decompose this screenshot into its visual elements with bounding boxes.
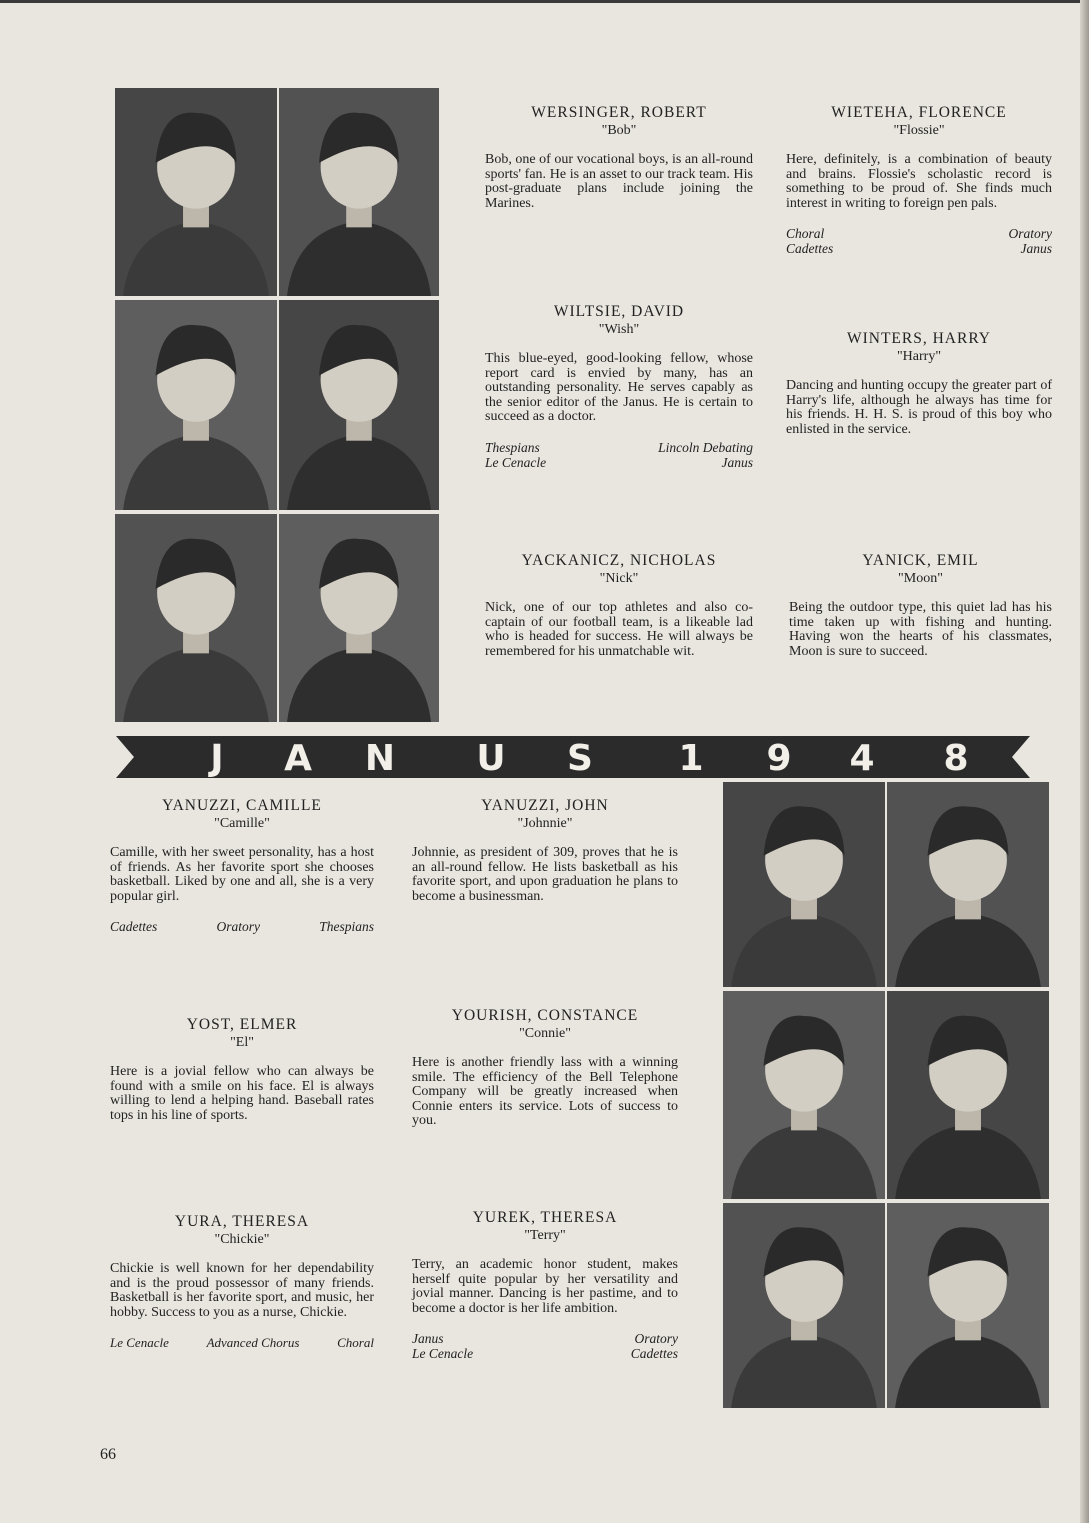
student-name: YOURISH, CONSTANCE [451, 1007, 639, 1024]
portrait-drawing [115, 300, 277, 510]
activity: Choral [337, 1335, 374, 1350]
activity: Le Cenacle [110, 1335, 169, 1350]
student-bio: Terry, an academic honor student, makes herself quite popular by her versatility and jovial manner. Dancing is her pastime, and to become a doctor is her life ambition. [412, 1257, 678, 1316]
student-name: WILTSIE, DAVID [553, 303, 685, 320]
banner-letter: N [364, 738, 396, 779]
student-name: YANICK, EMIL [862, 552, 979, 569]
student-name: WINTERS, HARRY [846, 330, 992, 347]
portrait-drawing [723, 782, 885, 987]
activity: Choral [786, 226, 825, 241]
portrait-drawing [279, 514, 439, 722]
student-bio: Being the outdoor type, this quiet lad has his time taken up with fishing and hunting. Having won the hearts of his classmates, Moon is sure to succeed. [789, 600, 1052, 659]
banner-digit: 8 [943, 738, 969, 779]
banner-letter: U [476, 738, 506, 779]
student-nickname: "Terry" [524, 1228, 566, 1243]
portrait-drawing [723, 991, 885, 1199]
portrait-wieteha-florence [279, 88, 439, 296]
activity: Advanced Chorus [206, 1335, 300, 1350]
activities-list [110, 919, 374, 934]
activities-list [786, 226, 1052, 256]
banner-letter: A [284, 738, 312, 779]
student-nickname: "Flossie" [893, 123, 945, 138]
portrait-yura-theresa [723, 1203, 885, 1408]
entry-wiltsie [485, 303, 753, 470]
portrait-drawing [279, 300, 439, 510]
portrait-yanuzzi-camille [723, 782, 885, 987]
page-top-rule [0, 0, 1089, 3]
student-nickname: "Wish" [598, 322, 640, 337]
portrait-wiltsie-david [115, 300, 277, 510]
activity: Thespians [485, 439, 540, 455]
entry-yanuzzi-camille [110, 797, 374, 934]
banner-digit: 1 [678, 738, 704, 779]
student-name: YOST, ELMER [186, 1016, 298, 1033]
page-number: 66 [100, 1446, 116, 1463]
portrait-yurek-theresa [887, 1203, 1049, 1408]
portrait-drawing [887, 782, 1049, 987]
portrait-yost-elmer [723, 991, 885, 1199]
student-name: YANUZZI, JOHN [481, 797, 609, 814]
activity: Oratory [634, 1331, 678, 1346]
activity: Cadettes [110, 919, 158, 934]
banner-digit: 4 [849, 738, 875, 779]
activity: Janus [412, 1331, 444, 1346]
student-bio: Here is a jovial fellow who can always be found with a smile on his face. El is always willing to lend a helping hand. Baseball rates tops in his line of sports. [110, 1064, 374, 1123]
activities-list [110, 1335, 374, 1350]
entry-winters [786, 330, 1052, 437]
entry-yost [110, 1016, 374, 1123]
activity: Le Cenacle [412, 1346, 474, 1361]
entry-yackanicz [485, 552, 753, 659]
student-nickname: "Chickie" [214, 1232, 270, 1247]
entry-yura [110, 1213, 374, 1350]
banner-digit: 9 [766, 738, 792, 779]
banner-letter: S [567, 738, 593, 779]
portrait-yourish-constance [887, 991, 1049, 1199]
portrait-wersinger-robert [115, 88, 277, 296]
entry-wersinger [485, 104, 753, 211]
student-name: YURA, THERESA [174, 1213, 310, 1230]
student-bio: Camille, with her sweet personality, has a host of friends. As her favorite sport she chooses basketball. Liked by one and all, she is a very popular girl. [110, 845, 374, 904]
portrait-drawing [115, 514, 277, 722]
student-name: YACKANICZ, NICHOLAS [521, 552, 717, 569]
student-bio: Chickie is well known for her dependability and is the proud possessor of many friends. Basketball is her favorite sport, and music, her hobby. Success to you as a nurse, Chickie. [110, 1261, 374, 1320]
activity: Janus [1020, 241, 1052, 256]
entry-yanick [789, 552, 1052, 659]
entry-wieteha [786, 104, 1052, 256]
portrait-yanick-emil [279, 514, 439, 722]
student-nickname: "Moon" [898, 571, 943, 586]
activity: Oratory [1008, 226, 1052, 241]
janus-1948-banner [116, 732, 1044, 782]
student-name: WERSINGER, ROBERT [531, 104, 707, 121]
portrait-drawing [279, 88, 439, 296]
student-nickname: "Connie" [519, 1026, 571, 1041]
portrait-drawing [115, 88, 277, 296]
entry-yurek [412, 1209, 678, 1361]
portrait-drawing [887, 1203, 1049, 1408]
student-bio: Nick, one of our top athletes and also co-captain of our football team, is a likeable lad who is headed for success. He will always be remembered for his unmatchable wit. [485, 600, 753, 659]
student-bio: Here is another friendly lass with a winning smile. The efficiency of the Bell Telephone Company will be greatly increased when Connie enters its service. Lots of success to you. [412, 1055, 678, 1128]
activity: Cadettes [786, 241, 834, 256]
activity: Janus [721, 454, 753, 470]
activity: Cadettes [630, 1346, 678, 1361]
student-nickname: "Johnnie" [517, 816, 573, 831]
student-bio: Here, definitely, is a combination of beauty and brains. Flossie's scholastic record is something to be proud of. She finds much interest in writing to foreign pen pals. [786, 152, 1052, 211]
student-name: YANUZZI, CAMILLE [162, 797, 322, 814]
portrait-winters-harry [279, 300, 439, 510]
student-name: YUREK, THERESA [472, 1209, 618, 1226]
activity: Oratory [216, 919, 260, 934]
portrait-yackanicz-nicholas [115, 514, 277, 722]
activities-list [412, 1331, 678, 1361]
banner-letter: J [210, 738, 224, 779]
student-bio: Dancing and hunting occupy the greater part of Harry's life, although he always has time for his friends. H. H. S. is proud of this boy who enlisted in the service. [786, 378, 1052, 437]
student-bio: Johnnie, as president of 309, proves that he is an all-round fellow. He lists basketball as his favorite sport, and upon graduation he plans to become a businessman. [412, 845, 678, 904]
activity: Thespians [319, 919, 374, 934]
portrait-drawing [723, 1203, 885, 1408]
student-nickname: "Bob" [601, 123, 637, 138]
student-nickname: "El" [230, 1035, 254, 1050]
student-name: WIETEHA, FLORENCE [831, 104, 1007, 121]
page-binding-edge [1080, 0, 1089, 1523]
entry-yanuzzi-john [412, 797, 678, 904]
student-nickname: "Harry" [896, 349, 942, 364]
student-nickname: "Camille" [214, 816, 270, 831]
student-bio: Bob, one of our vocational boys, is an all-round sports' fan. He is an asset to our track team. His post-graduate plans include joining the Marines. [485, 152, 753, 211]
activity: Lincoln Debating [658, 439, 753, 455]
activity: Le Cenacle [485, 454, 547, 470]
activities-list [485, 440, 753, 470]
portrait-yanuzzi-john [887, 782, 1049, 987]
portrait-drawing [887, 991, 1049, 1199]
student-nickname: "Nick" [599, 571, 639, 586]
student-bio: This blue-eyed, good-looking fellow, whose report card is envied by many, has an outstanding personality. He serves capably as the senior editor of the Janus. He is certain to succeed as a doctor. [485, 351, 753, 424]
entry-yourish [412, 1007, 678, 1129]
